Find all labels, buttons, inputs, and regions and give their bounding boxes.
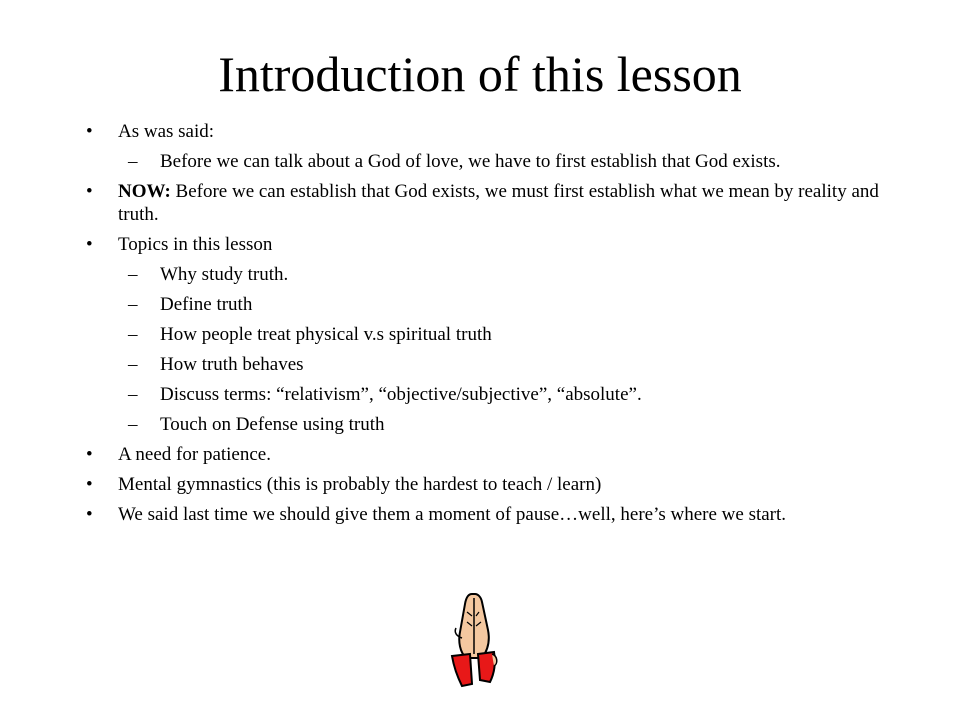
bullet-marker: • bbox=[86, 181, 93, 202]
bullet-marker: • bbox=[86, 504, 93, 525]
bullet-marker: • bbox=[86, 444, 93, 465]
bullet-emphasis: NOW: bbox=[118, 181, 171, 202]
bullet-item bbox=[78, 503, 898, 526]
bullet-item bbox=[78, 233, 898, 256]
sub-bullet-item bbox=[78, 413, 898, 436]
sub-bullet-item bbox=[78, 263, 898, 286]
sub-bullet-marker: – bbox=[128, 151, 138, 172]
sub-bullet-item bbox=[78, 323, 898, 346]
right-sleeve bbox=[478, 652, 495, 682]
sub-bullet-item bbox=[78, 383, 898, 406]
bullet-text: As was said: bbox=[118, 121, 215, 142]
bullet-list bbox=[78, 120, 898, 533]
sub-bullet-marker: – bbox=[128, 354, 138, 375]
bullet-text: Topics in this lesson bbox=[118, 234, 273, 255]
bullet-item bbox=[78, 443, 898, 466]
sub-bullet-item bbox=[78, 150, 898, 173]
bullet-text: Mental gymnastics (this is probably the hardest to teach / learn) bbox=[118, 474, 602, 495]
sub-bullet-text: Touch on Defense using truth bbox=[160, 414, 385, 435]
sub-bullet-marker: – bbox=[128, 294, 138, 315]
sub-bullet-text: How truth behaves bbox=[160, 354, 304, 375]
left-sleeve bbox=[452, 654, 472, 686]
sub-bullet-marker: – bbox=[128, 264, 138, 285]
bullet-text: We said last time we should give them a moment of pause…well, here’s where we start. bbox=[118, 504, 787, 525]
bullet-item bbox=[78, 180, 898, 226]
bullet-text: Before we can establish that God exists, we must first establish what we mean by reality and truth. bbox=[118, 181, 879, 225]
sub-bullet-text: How people treat physical v.s spiritual truth bbox=[160, 324, 492, 345]
bullet-marker: • bbox=[86, 234, 93, 255]
sub-bullet-text: Before we can talk about a God of love, we have to first establish that God exists. bbox=[160, 151, 781, 172]
sub-bullet-marker: – bbox=[128, 414, 138, 435]
sub-bullet-item bbox=[78, 353, 898, 376]
sub-bullet-text: Define truth bbox=[160, 294, 253, 315]
praying-hands-icon bbox=[448, 592, 500, 688]
bullet-item bbox=[78, 473, 898, 496]
sub-bullet-marker: – bbox=[128, 324, 138, 345]
bullet-text: A need for patience. bbox=[118, 444, 271, 465]
sub-bullet-item bbox=[78, 293, 898, 316]
sub-bullet-marker: – bbox=[128, 384, 138, 405]
bullet-marker: • bbox=[86, 474, 93, 495]
bullet-marker: • bbox=[86, 121, 93, 142]
sub-bullet-text: Why study truth. bbox=[160, 264, 289, 285]
slide-title: Introduction of this lesson bbox=[218, 46, 742, 102]
sub-bullet-text: Discuss terms: “relativism”, “objective/subjective”, “absolute”. bbox=[160, 384, 642, 405]
bullet-item bbox=[78, 120, 898, 143]
